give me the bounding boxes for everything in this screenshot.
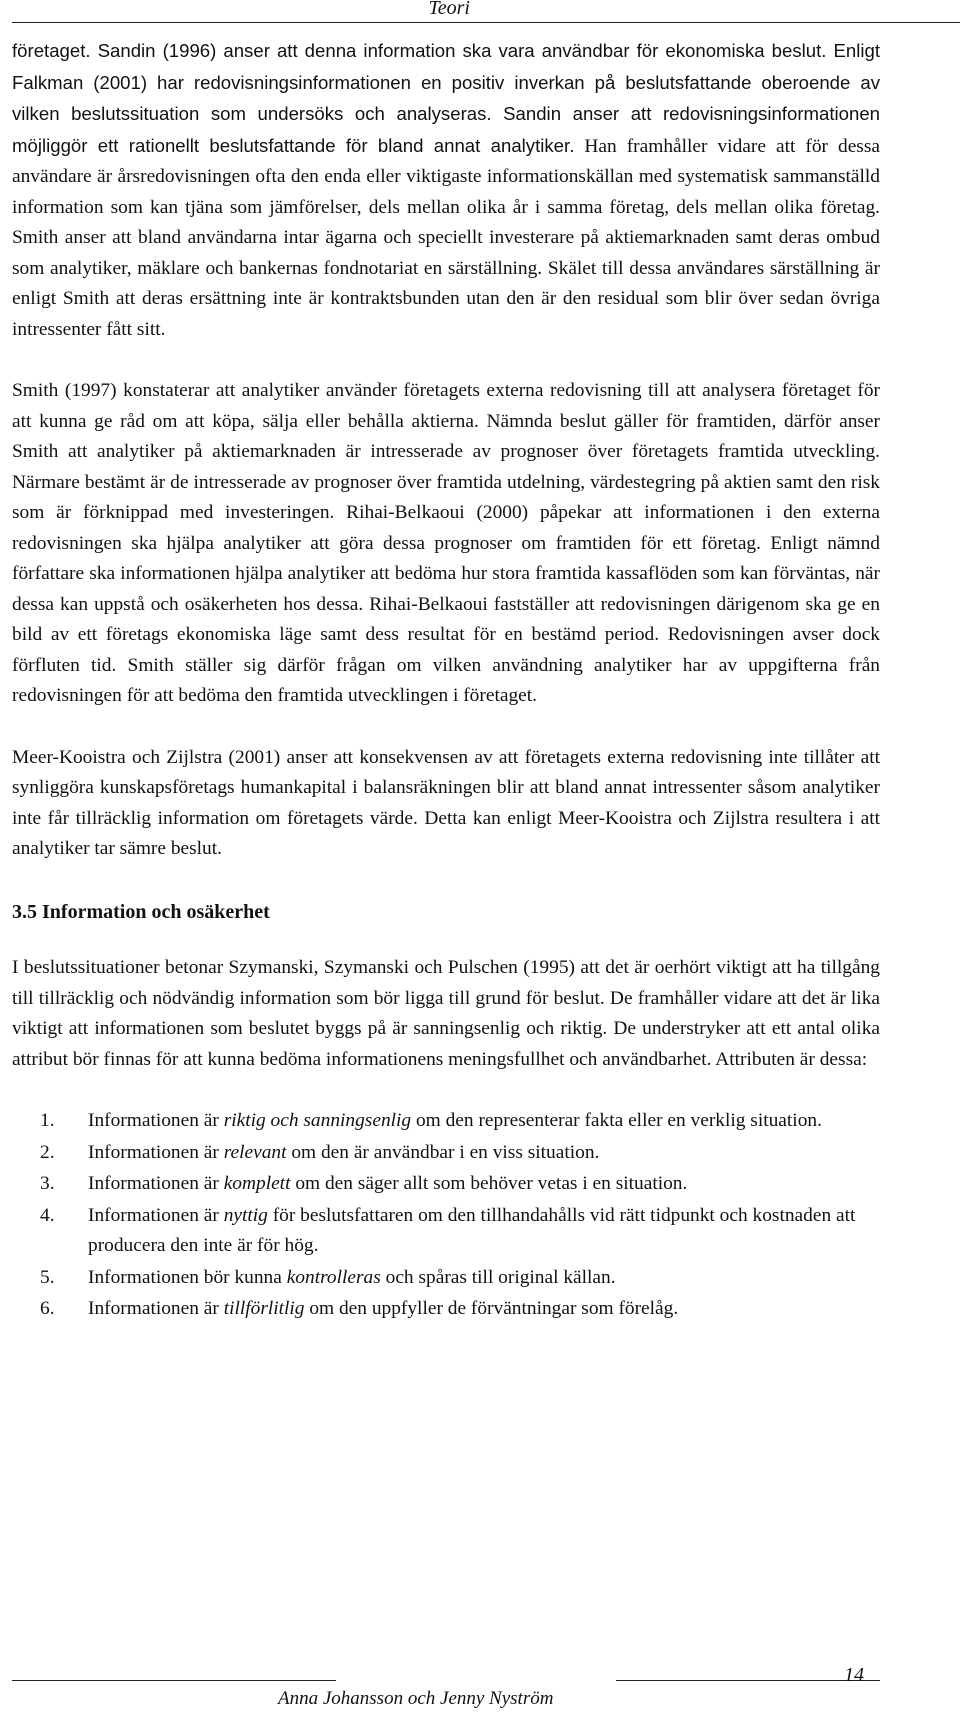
list-item-emphasis: tillförlitlig — [223, 1298, 305, 1319]
list-item — [12, 1263, 880, 1294]
list-item — [12, 1106, 880, 1137]
section-heading: 3.5 Information och osäkerhet — [12, 900, 270, 923]
list-item-emphasis: nyttig — [223, 1204, 268, 1226]
paragraph-2 — [12, 376, 880, 712]
list-item-number: 5. — [40, 1266, 55, 1288]
footer-authors: Anna Johansson och Jenny Nyström — [278, 1688, 554, 1709]
running-header — [12, 0, 960, 23]
section-intro: I beslutssituationer betonar Szymanski, Szymanski och Pulschen (1995) att det är oerhört viktigt att ha tillgång till tillräcklig och nödvändig information som bör ligga till grund för beslut. De framhåller vidare att det är lika viktigt att informationen som beslutet byggs på är sanningsenlig och riktig. De understryker att ett antal olika attribut bör finnas för att kunna bedöma informationens meningsfullhet och användbarhet. Attributen är dessa: — [12, 957, 880, 1070]
paragraph-2-run-1: Smith (1997) konstaterar att analytiker använder företagets externa redovisning till att analysera företaget för att kunna ge råd om att köpa, sälja eller behålla aktierna. Nämnda beslut gäller för framtiden, därför anser Smith att analytiker på aktiemarknaden är intresserade av prognoser över företagets framtida utveckling. Närmare bestämt är de intresserade av prognoser över framtida utdelning, värdestegring på aktien samt den risk som är förknippad med investeringen. Rihai-Belkaoui (2000) påpekar att informationen i den externa redovisningen ska hjälpa analytiker att göra dessa prognoser om framtiden för ett företag. Enligt nämnd författare ska informationen hjälpa analytiker att bedöma hur stora framtida kassaflöden som kan förväntas, när dessa kan uppstå och osäkerheten hos dessa. Rihai-Belkaoui fastställer att redovisningen därigenom ska ge en bild av ett företags ekonomiska läge samt dess resultat för en bestämd period. Redovisningen avser dock förfluten tid. Smith ställer sig därför frågan om vilken användning analytiker har av uppgifterna från redovisningen för att bedöma den framtida utvecklingen i företaget. — [12, 380, 880, 706]
list-item-text: Informationen är — [88, 1141, 224, 1163]
list-item-text: för beslutsfattaren om den tillhandahålls vid rätt tidpunkt och kostnaden att producera den inte är för hög. — [88, 1204, 856, 1256]
list-item-number: 2. — [40, 1141, 55, 1163]
attribute-list — [12, 1106, 880, 1325]
list-item — [12, 1169, 880, 1200]
list-item-text: Informationen är — [88, 1204, 224, 1226]
footer-rule-left — [12, 1680, 336, 1681]
footer-rule-right — [616, 1680, 880, 1681]
list-item-text: Informationen är — [88, 1298, 224, 1319]
running-title: Teori — [428, 0, 470, 19]
list-item — [12, 1294, 880, 1325]
list-item — [12, 1138, 880, 1169]
list-item-emphasis: relevant — [223, 1141, 287, 1163]
list-item-number: 1. — [40, 1110, 55, 1131]
paragraph-1-run-2: Han framhåller vidare att för dessa användare är årsredovisningen ofta den enda eller viktigaste informationskällan med systematisk sammanställd information som kan tjäna som jämförelser, dels mellan olika år i samma företag, dels mellan olika företag. Smith anser att bland användarna intar ägarna och speciellt investerare på aktiemarknaden samt deras ombud som analytiker, mäklare och bankernas fondnotariat en särställning. Skälet till dessa användares särställning är enligt Smith att deras ersättning inte är kontraktsbunden utan den är den residual som blir över sedan övriga intressenter fått sitt. — [12, 135, 881, 340]
paragraph-1-run-1: företaget. Sandin (1996) anser att denna information ska vara användbar för ekonomiska beslut. Enligt Falkman (2001) har redovisningsinformationen en positiv inverkan på beslutsfattande oberoende av vilken beslutssituation som undersöks och analyseras. Sandin anser att redovisningsinformationen möjliggör ett rationellt beslutsfattande för bland annat analytiker. — [12, 40, 880, 156]
list-item-text: om den är användbar i en viss situation. — [286, 1141, 600, 1163]
list-item-text: och spåras till original källan. — [380, 1266, 616, 1288]
list-item-text: om den representerar fakta eller en verklig situation. — [411, 1110, 822, 1131]
list-item-number: 3. — [40, 1173, 55, 1194]
list-item-text: Informationen bör kunna — [88, 1266, 287, 1288]
list-item-text: Informationen är — [88, 1173, 224, 1194]
list-item-emphasis: kontrolleras — [286, 1266, 381, 1288]
list-item-text: om den säger allt som behöver vetas i en situation. — [290, 1173, 688, 1194]
list-item-number: 6. — [40, 1298, 55, 1319]
list-item-emphasis: komplett — [223, 1173, 291, 1194]
paragraph-1 — [12, 36, 880, 345]
list-item-emphasis: riktig och sanningsenlig — [223, 1110, 412, 1131]
body-text — [12, 36, 880, 1326]
paragraph-3 — [12, 743, 880, 865]
list-item-text: Informationen är — [88, 1110, 224, 1131]
page-number: 14 — [844, 1664, 864, 1686]
list-item-text: om den uppfyller de förväntningar som förelåg. — [304, 1298, 679, 1319]
paragraph-3-run-1: Meer-Kooistra och Zijlstra (2001) anser att konsekvensen av att företagets externa redovisning inte tillåter att synliggöra kunskapsföretags humankapital i balansräkningen blir att bland annat intressenter såsom analytiker inte får tillräcklig information om företagets värde. Detta kan enligt Meer-Kooistra och Zijlstra resultera i att analytiker tar sämre beslut. — [12, 746, 880, 859]
list-item-number: 4. — [40, 1204, 55, 1226]
list-item — [12, 1201, 880, 1262]
